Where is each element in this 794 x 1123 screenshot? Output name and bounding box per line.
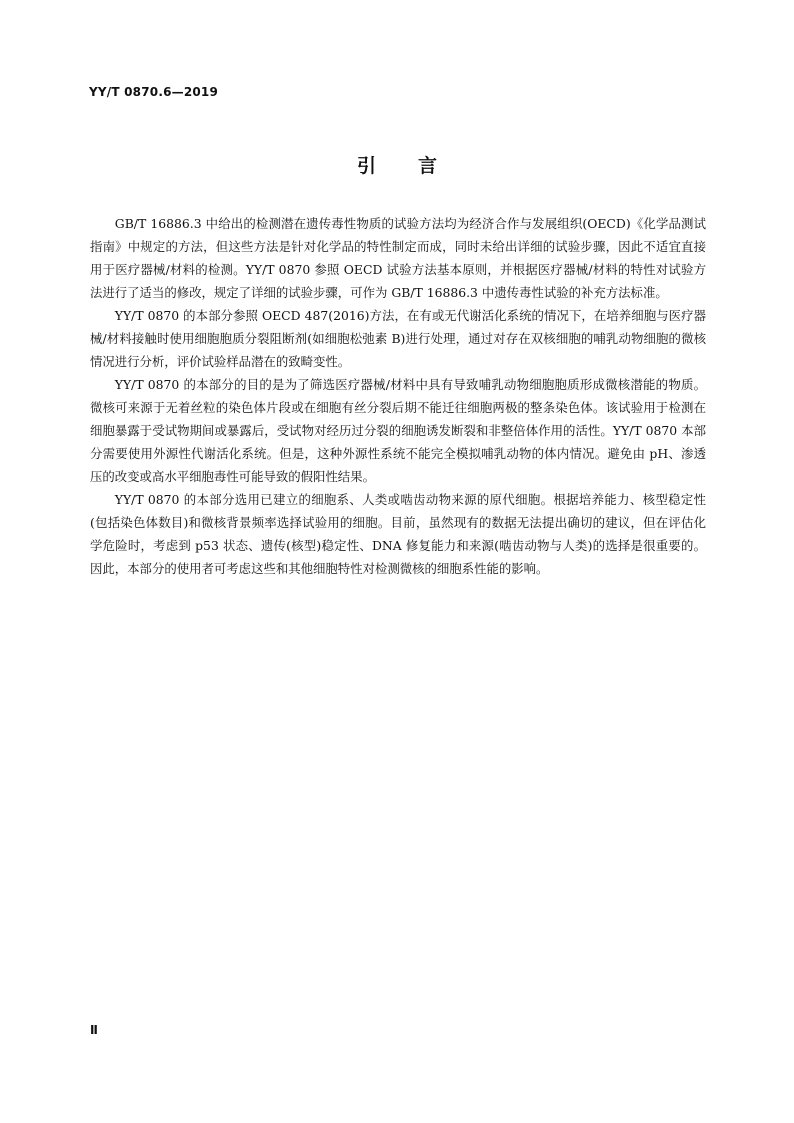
paragraph: GB/T 16886.3 中给出的检测潜在遗传毒性物质的试验方法均为经济合作与发展组织(OECD)《化学品测试指南》中规定的方法，但这些方法是针对化学品的特性制定而成，同时未给出详细的试验步骤，因此不适宜直接用于医疗器械/材料的检测。YY/T 0870 参照 OECD 试验方法基本原则，并根据医疗器械/材料的特性对试验方法进行了适当的修改，规定了详细的试验步骤，可作为 GB/T 16886.3 中遗传毒性试验的补充方法标准。 [90, 216, 706, 300]
introduction-body [90, 212, 706, 580]
standard-code: YY/T 0870.6—2019 [89, 85, 219, 99]
paragraph: YY/T 0870 的本部分选用已建立的细胞系、人类或啮齿动物来源的原代细胞。根据培养能力、核型稳定性(包括染色体数目)和微核背景频率选择试验用的细胞。目前，虽然现有的数据无法提出确切的建议，但在评估化学危险时，考虑到 p53 状态、遗传(核型)稳定性、DNA 修复能力和来源(啮齿动物与人类)的选择是很重要的。因此，本部分的使用者可考虑这些和其他细胞特性对检测微核的细胞系性能的影响。 [90, 492, 706, 576]
section-title: 引言 [356, 155, 479, 177]
page-number: Ⅱ [90, 1023, 98, 1037]
paragraph: YY/T 0870 的本部分的目的是为了筛选医疗器械/材料中具有导致哺乳动物细胞胞质形成微核潜能的物质。微核可来源于无着丝粒的染色体片段或在细胞有丝分裂后期不能迁往细胞两极的整条染色体。该试验用于检测在细胞暴露于受试物期间或暴露后，受试物对经历过分裂的细胞诱发断裂和非整倍体作用的活性。YY/T 0870 本部分需要使用外源性代谢活化系统。但是，这种外源性系统不能完全模拟哺乳动物的体内情况。避免由 pH、渗透压的改变或高水平细胞毒性可能导致的假阳性结果。 [90, 377, 706, 484]
paragraph: YY/T 0870 的本部分参照 OECD 487(2016)方法，在有或无代谢活化系统的情况下，在培养细胞与医疗器械/材料接触时使用细胞胞质分裂阻断剂(如细胞松弛素 B)进行处理，通过对存在双核细胞的哺乳动物细胞的微核情况进行分析，评价试验样品潜在的致畸变性。 [90, 308, 706, 369]
